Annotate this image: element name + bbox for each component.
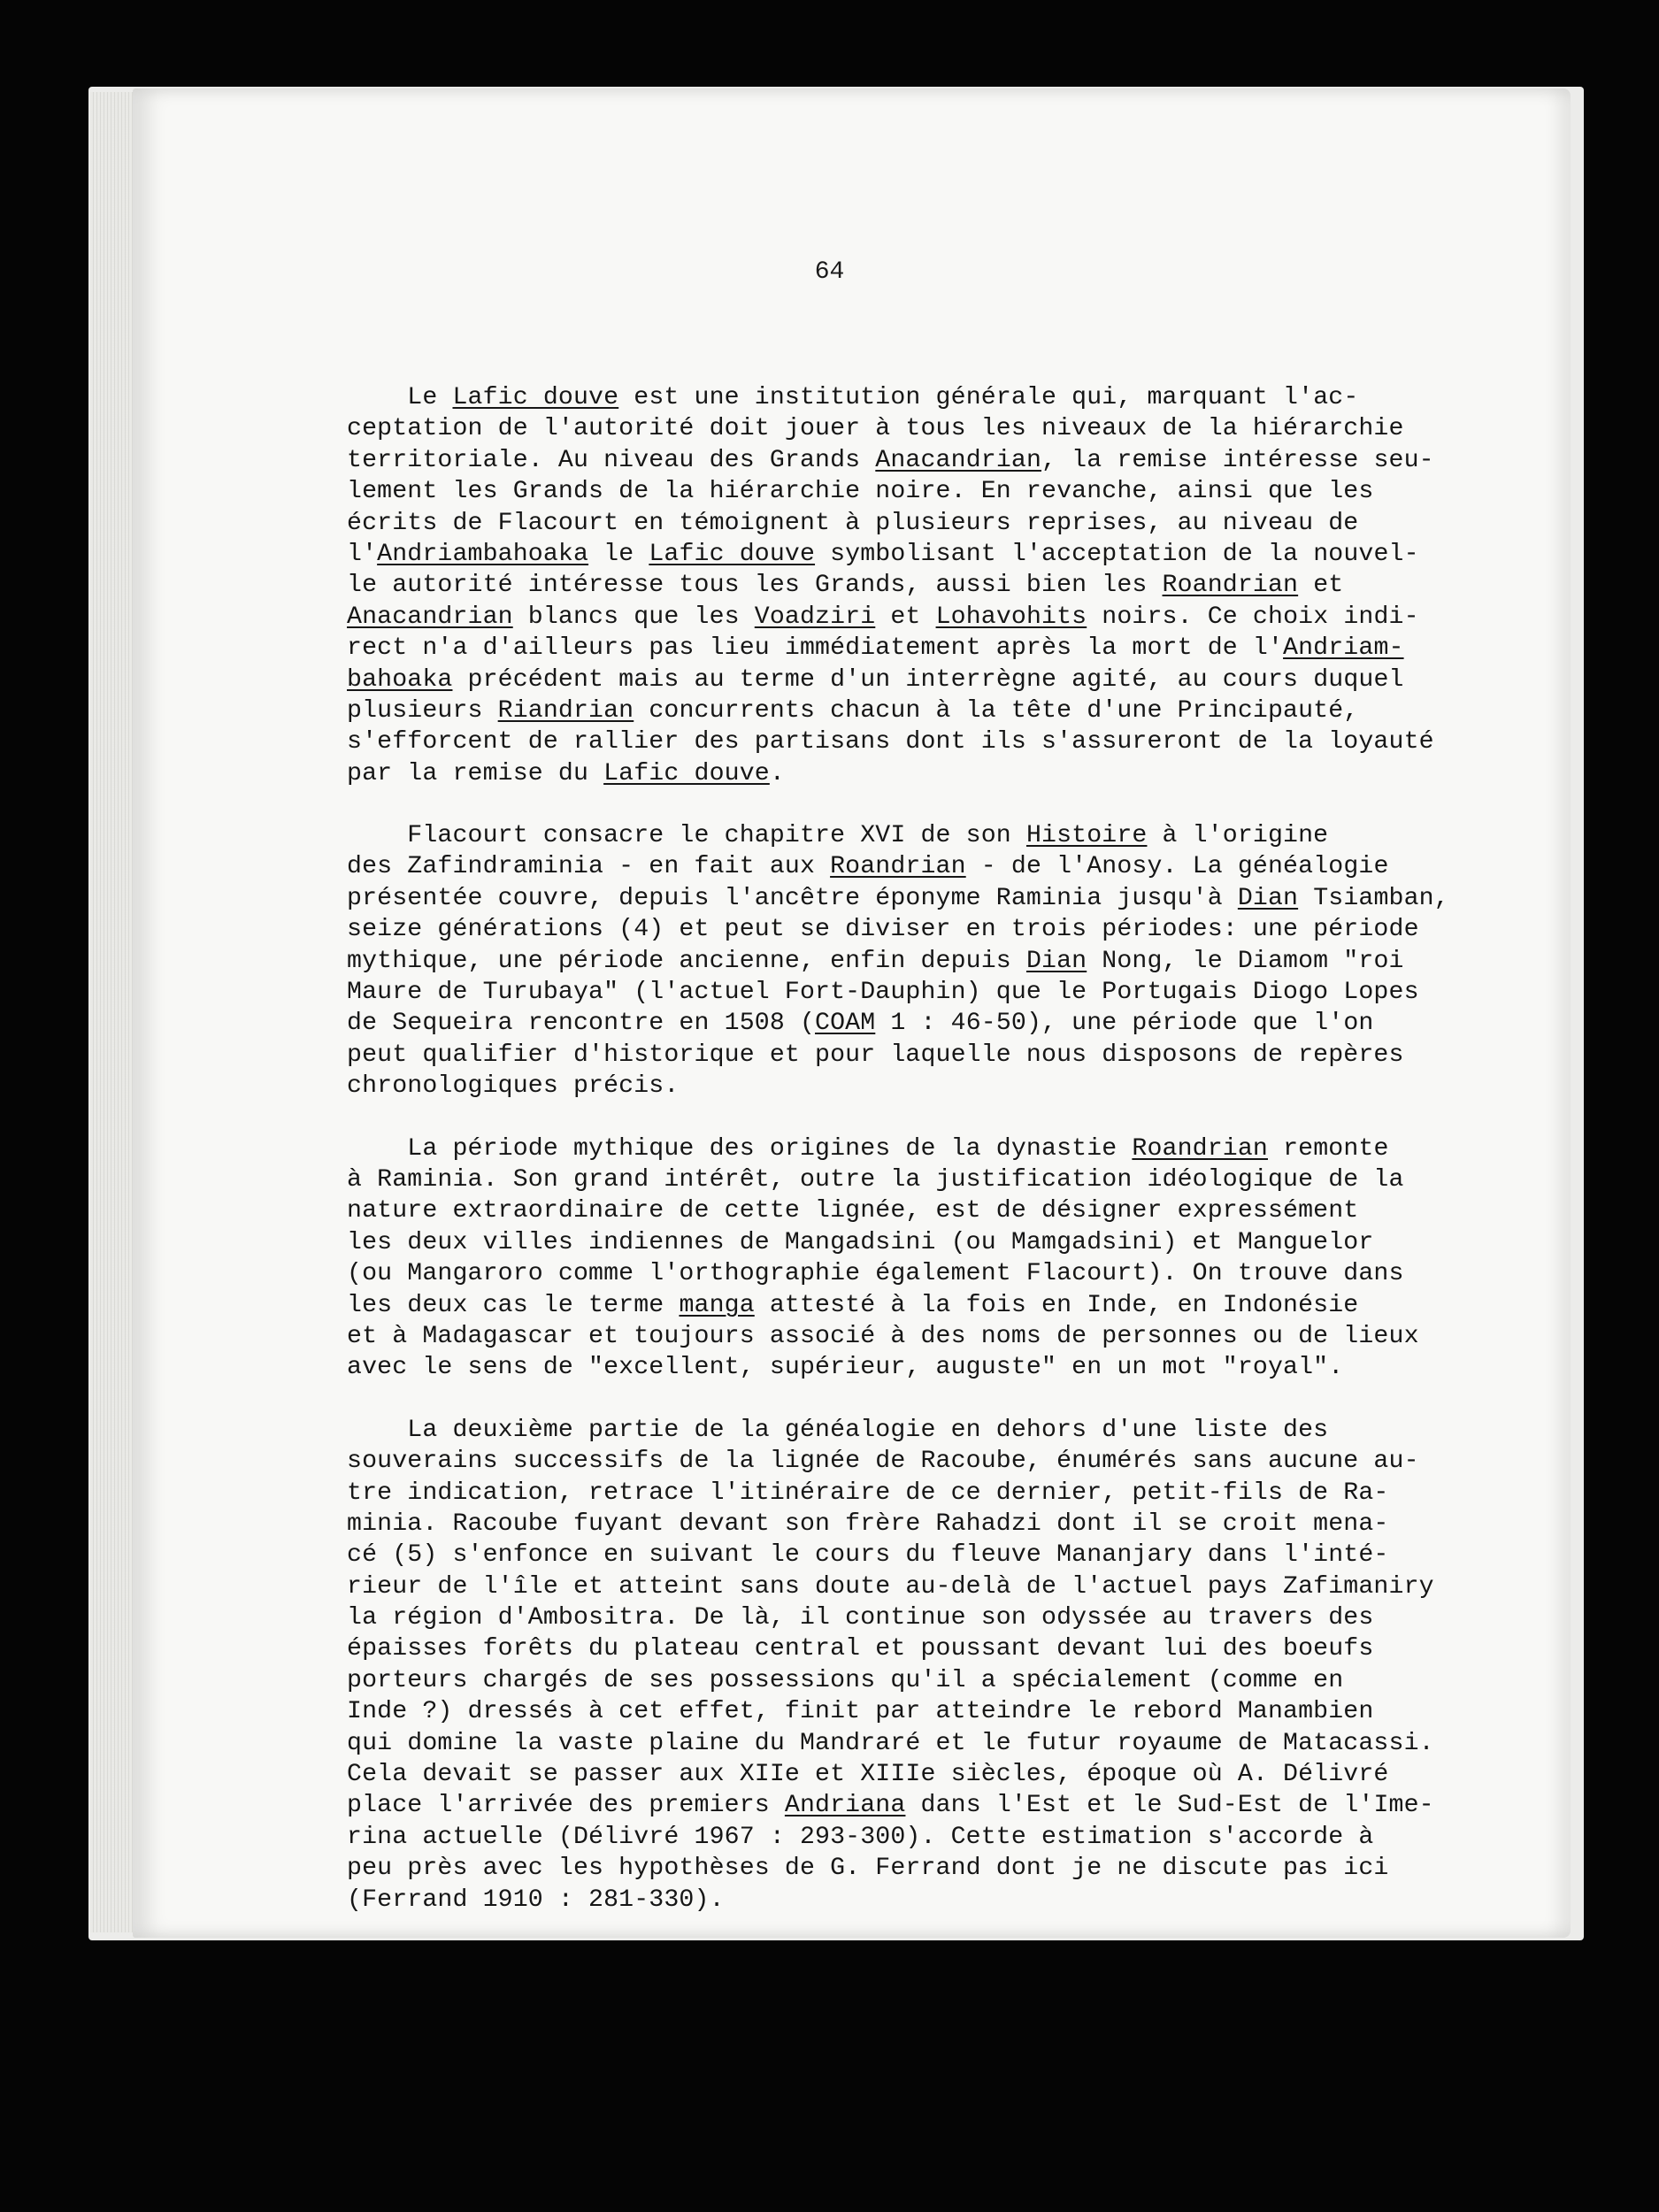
text-line: l'Andriambahoaka le Lafic douve symbolisant l'acceptation de la nouvel- [347, 540, 1419, 568]
text-line: par la remise du Lafic douve. [347, 759, 785, 787]
text-line: mythique, une période ancienne, enfin depuis Dian Nong, le Diamom "roi [347, 947, 1404, 975]
underlined-term: manga [679, 1291, 755, 1319]
underlined-term: bahoaka [347, 665, 453, 694]
paragraph [347, 382, 1515, 789]
text-line: territoriale. Au niveau des Grands Anacandrian, la remise intéresse seu- [347, 446, 1434, 474]
body-text [347, 382, 1515, 1947]
underlined-term: Riandrian [497, 696, 634, 725]
text-line: les deux cas le terme manga attesté à la fois en Inde, en Indonésie [347, 1291, 1359, 1319]
text-line: le autorité intéresse tous les Grands, aussi bien les Roandrian et [347, 572, 1344, 600]
text-line: présentée couvre, depuis l'ancêtre éponyme Raminia jusqu'à Dian Tsiamban, [347, 884, 1449, 912]
text-line: Anacandrian blancs que les Voadziri et Lohavohits noirs. Ce choix indi- [347, 603, 1419, 631]
text-line: La période mythique des origines de la dynastie Roandrian remonte [347, 1134, 1389, 1163]
paragraph [347, 820, 1515, 1102]
text-line: cé (5) s'enfonce en suivant le cours du fleuve Mananjary dans l'inté- [347, 1541, 1389, 1570]
underlined-term: Histoire [1025, 822, 1148, 850]
text-line: qui domine la vaste plaine du Mandraré et le futur royaume de Matacassi. [347, 1729, 1434, 1757]
text-line: porteurs chargés de ses possessions qu'il a spécialement (comme en [347, 1666, 1344, 1694]
underlined-term: Andriambahoaka [377, 540, 589, 568]
text-line: de Sequeira rencontre en 1508 (COAM 1 : 46-50), une période que l'on [347, 1010, 1374, 1038]
underlined-term: Roandrian [830, 853, 966, 881]
text-line: épaisses forêts du plateau central et poussant devant lui des boeufs [347, 1635, 1374, 1663]
text-line: peu près avec les hypothèses de G. Ferrand dont je ne discute pas ici [347, 1855, 1389, 1883]
underlined-term: Lafic douve [649, 540, 816, 568]
paragraph [347, 1133, 1515, 1384]
underlined-term: COAM [815, 1010, 876, 1038]
text-line: des Zafindraminia - en fait aux Roandrian - de l'Anosy. La généalogie [347, 853, 1389, 881]
text-line: rieur de l'île et atteint sans doute au-delà de l'actuel pays Zafimaniry [347, 1572, 1434, 1601]
text-line: souverains successifs de la lignée de Racoube, énumérés sans aucune au- [347, 1448, 1419, 1476]
text-line: place l'arrivée des premiers Andriana dans l'Est et le Sud-Est de l'Ime- [347, 1792, 1434, 1820]
text-line: écrits de Flacourt en témoignent à plusieurs reprises, au niveau de [347, 509, 1359, 537]
underlined-term: Andriana [784, 1792, 906, 1820]
paragraph [347, 1415, 1515, 1916]
text-line: peut qualifier d'historique et pour laquelle nous disposons de repères [347, 1041, 1404, 1069]
text-line: La deuxième partie de la généalogie en dehors d'une liste des [347, 1416, 1329, 1444]
underlined-term: Voadziri [754, 603, 876, 631]
text-line: Cela devait se passer aux XIIe et XIIIe siècles, époque où A. Délivré [347, 1761, 1389, 1789]
page-stack-lines [90, 92, 134, 1932]
text-line: à Raminia. Son grand intérêt, outre la justification idéologique de la [347, 1165, 1404, 1194]
text-line: minia. Racoube fuyant devant son frère Rahadzi dont il se croit mena- [347, 1509, 1389, 1538]
page-number: 64 [814, 258, 845, 286]
text-line: tre indication, retrace l'itinéraire de ce dernier, petit-fils de Ra- [347, 1479, 1389, 1507]
underlined-term: Dian [1025, 947, 1087, 975]
underlined-term: Anacandrian [875, 446, 1042, 474]
text-line: Flacourt consacre le chapitre XVI de son Histoire à l'origine [347, 822, 1329, 850]
text-line: avec le sens de "excellent, supérieur, auguste" en un mot "royal". [347, 1354, 1344, 1382]
text-line: lement les Grands de la hiérarchie noire. En revanche, ainsi que les [347, 478, 1374, 506]
text-line: Le Lafic douve est une institution générale qui, marquant l'ac- [347, 384, 1359, 411]
text-line: Maure de Turubaya" (l'actuel Fort-Dauphin) que le Portugais Diogo Lopes [347, 979, 1419, 1007]
text-line: la région d'Ambositra. De là, il continue son odyssée au travers des [347, 1604, 1374, 1632]
text-line: (ou Mangaroro comme l'orthographie également Flacourt). On trouve dans [347, 1260, 1404, 1288]
text-line: chronologiques précis. [347, 1072, 680, 1101]
text-line: bahoaka précédent mais au terme d'un interrègne agité, au cours duquel [347, 665, 1404, 694]
text-line: rect n'a d'ailleurs pas lieu immédiatement après la mort de l'Andriam- [347, 634, 1404, 663]
text-line: seize générations (4) et peut se diviser en trois périodes: une période [347, 916, 1419, 944]
underlined-term: Lafic douve [452, 384, 619, 411]
text-line: s'efforcent de rallier des partisans dont ils s'assureront de la loyauté [347, 728, 1434, 757]
text-line: les deux villes indiennes de Mangadsini (ou Mamgadsini) et Manguelor [347, 1228, 1374, 1256]
text-line: nature extraordinaire de cette lignée, est de désigner expressément [347, 1197, 1359, 1225]
text-line: rina actuelle (Délivré 1967 : 293-300). Cette estimation s'accorde à [347, 1823, 1374, 1851]
text-line: Inde ?) dressés à cet effet, finit par atteindre le rebord Manambien [347, 1698, 1374, 1726]
underlined-term: Roandrian [1132, 1134, 1268, 1163]
underlined-term: Andriam- [1283, 634, 1404, 663]
underlined-term: Lohavohits [935, 603, 1087, 631]
text-line: ceptation de l'autorité doit jouer à tous les niveaux de la hiérarchie [347, 415, 1404, 443]
text-line: plusieurs Riandrian concurrents chacun à la tête d'une Principauté, [347, 696, 1359, 725]
underlined-term: Anacandrian [347, 603, 513, 631]
underlined-term: Roandrian [1162, 572, 1299, 600]
text-line: (Ferrand 1910 : 281-330). [347, 1886, 725, 1914]
underlined-term: Dian [1237, 884, 1299, 912]
text-line: et à Madagascar et toujours associé à des noms de personnes ou de lieux [347, 1322, 1419, 1350]
underlined-term: Lafic douve [603, 759, 770, 787]
